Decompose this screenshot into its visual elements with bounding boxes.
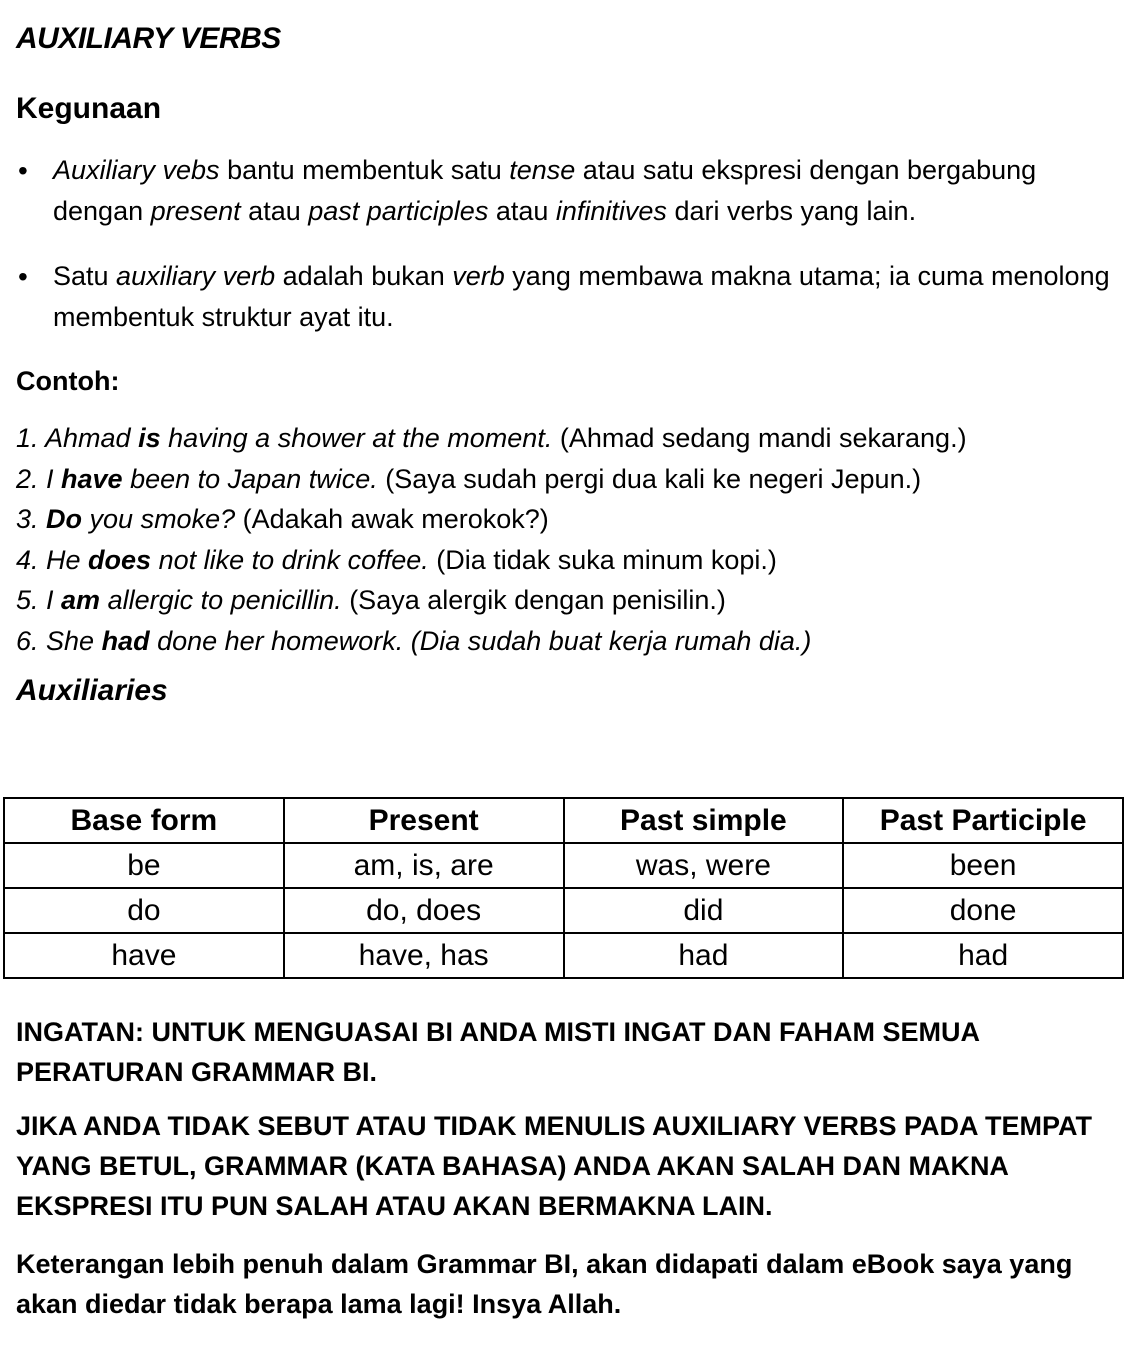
example-item <box>16 540 1110 581</box>
kegunaan-list <box>16 150 1110 338</box>
table-row <box>4 933 1123 978</box>
example-aux: is <box>138 423 161 453</box>
term: past participles <box>308 196 489 226</box>
example-translation: (Saya sudah pergi dua kali ke negeri Jepun.) <box>377 463 922 494</box>
example-pre: 1. Ahmad <box>16 423 139 453</box>
kegunaan-heading: Kegunaan <box>16 92 162 125</box>
column-header: Past Participle <box>843 798 1123 843</box>
example-item <box>16 621 1110 662</box>
column-header: Present <box>284 798 564 843</box>
examples-list <box>16 418 1110 661</box>
example-item <box>16 459 1110 500</box>
term: infinitives <box>555 196 667 226</box>
example-translation: (Dia tidak suka minum kopi.) <box>428 544 777 575</box>
table-cell: be <box>4 843 284 888</box>
example-aux: does <box>88 544 152 575</box>
text: yang membawa makna utama; ia cuma menolong membentuk struktur ayat itu. <box>53 261 1110 332</box>
kegunaan-bullet-1 <box>16 150 1110 232</box>
notes-section <box>16 1012 1116 1338</box>
example-post: allergic to penicillin. <box>100 585 342 615</box>
ingatan-note: INGATAN: UNTUK MENGUASAI BI ANDA MISTI INGAT DAN FAHAM SEMUA PERATURAN GRAMMAR BI. <box>16 1017 979 1087</box>
text: atau <box>240 196 309 226</box>
example-aux: Do <box>46 504 83 534</box>
example-translation: (Ahmad sedang mandi sekarang.) <box>552 423 967 453</box>
example-translation: (Saya alergik dengan penisilin.) <box>341 585 726 615</box>
text: bantu membentuk satu <box>219 155 510 185</box>
example-pre: 5. I <box>16 585 62 615</box>
example-item <box>16 580 1110 621</box>
example-pre: 4. He <box>16 544 89 575</box>
table-header-row <box>4 798 1123 843</box>
table-cell: been <box>843 843 1123 888</box>
jika-note: JIKA ANDA TIDAK SEBUT ATAU TIDAK MENULIS AUXILIARY VERBS PADA TEMPAT YANG BETUL, GRAMMAR (KATA BAHASA) ANDA AKAN SALAH DAN MAKNA EKSPRESI ITU PUN SALAH ATAU AKAN BERMAKNA LAIN. <box>16 1111 1093 1221</box>
example-item <box>16 418 1110 459</box>
text: Satu <box>53 261 117 291</box>
term: verb <box>452 261 505 291</box>
example-aux: have <box>61 463 123 494</box>
kegunaan-bullet-2 <box>16 256 1110 338</box>
table-cell: was, were <box>564 843 844 888</box>
example-aux: am <box>61 585 101 615</box>
table-cell: do <box>4 888 284 933</box>
term: auxiliary verb <box>116 261 276 291</box>
term: Auxiliary vebs <box>53 155 220 185</box>
text: atau <box>488 196 556 226</box>
text: atau satu ekspresi dengan bergabung dengan <box>53 155 1037 226</box>
example-post: been to Japan twice. <box>122 463 378 494</box>
table-row <box>4 843 1123 888</box>
text: adalah bukan <box>275 261 453 291</box>
table-cell: do, does <box>284 888 564 933</box>
contoh-heading: Contoh: <box>16 366 120 396</box>
term: tense <box>509 155 576 185</box>
table-cell: did <box>564 888 844 933</box>
example-post: you smoke? <box>82 504 236 534</box>
table-cell: have, has <box>284 933 564 978</box>
table-row <box>4 888 1123 933</box>
example-post: having a shower at the moment. <box>160 423 553 453</box>
text: dari verbs yang lain. <box>666 196 917 226</box>
example-translation: (Adakah awak merokok?) <box>235 504 549 534</box>
example-post: done her homework. (Dia sudah buat kerja rumah dia.) <box>149 625 812 656</box>
auxiliaries-table <box>3 797 1124 979</box>
example-pre: 3. <box>16 504 47 534</box>
example-post: not like to drink coffee. <box>151 544 429 575</box>
document-page <box>16 22 1110 729</box>
term: present <box>150 196 241 226</box>
example-aux: had <box>101 625 150 656</box>
table-cell: am, is, are <box>284 843 564 888</box>
example-pre: 6. She <box>16 625 102 656</box>
table-cell: had <box>564 933 844 978</box>
table-cell: done <box>843 888 1123 933</box>
example-pre: 2. I <box>16 463 62 494</box>
keterangan-note: Keterangan lebih penuh dalam Grammar BI, akan didapati dalam eBook saya yang akan diedar tidak berapa lama lagi! Insya Allah. <box>16 1249 1073 1319</box>
table-cell: had <box>843 933 1123 978</box>
auxiliaries-heading: Auxiliaries <box>16 674 168 707</box>
table-cell: have <box>4 933 284 978</box>
example-item <box>16 499 1110 540</box>
column-header: Past simple <box>564 798 844 843</box>
column-header: Base form <box>4 798 284 843</box>
page-title: AUXILIARY VERBS <box>16 22 281 55</box>
